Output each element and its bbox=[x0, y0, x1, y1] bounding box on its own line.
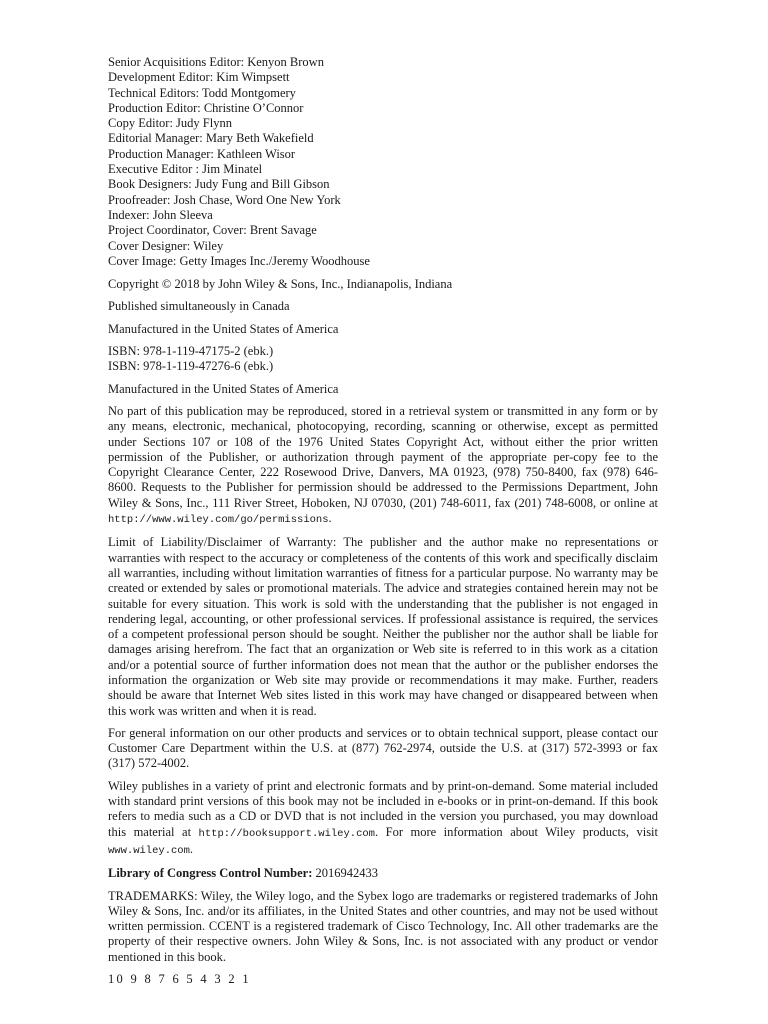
permissions-link[interactable]: http://www.wiley.com/go/permissions bbox=[108, 514, 329, 527]
credit-line: Indexer: John Sleeva bbox=[108, 207, 213, 222]
support-paragraph: For general information on our other products and services or to obtain technical support, please contact our Customer Care Department within the U.S. at (877) 762-2974, outside the U.S. at (317) 572-3993 or fax (317) 572-4002. bbox=[108, 725, 658, 771]
credit-line: Proofreader: Josh Chase, Word One New York bbox=[108, 192, 341, 207]
credit-line: Cover Image: Getty Images Inc./Jeremy Woodhouse bbox=[108, 253, 370, 268]
credit-line: Production Editor: Christine O’Connor bbox=[108, 100, 304, 115]
loc-paragraph bbox=[108, 866, 658, 881]
wiley-link[interactable]: www.wiley.com bbox=[108, 844, 190, 857]
credit-line: Technical Editors: Todd Montgomery bbox=[108, 85, 296, 100]
credit-line: Executive Editor : Jim Minatel bbox=[108, 162, 263, 177]
published-notice: Published simultaneously in Canada bbox=[108, 299, 290, 314]
credit-line: Senior Acquisitions Editor: Kenyon Brown bbox=[108, 55, 324, 69]
credit-line: Editorial Manager: Mary Beth Wakefield bbox=[108, 131, 314, 146]
credit-line: Production Manager: Kathleen Wisor bbox=[108, 146, 296, 161]
credit-line: Copy Editor: Judy Flynn bbox=[108, 116, 232, 131]
copyright-notice: Copyright © 2018 by John Wiley & Sons, Inc., Indianapolis, Indiana bbox=[108, 277, 453, 292]
formats-text: Wiley publishes in a variety of print and electronic formats and by print-on-demand. Some material included with standard print versions of this book may not be included in e-books or in print-on-demand. If this book refers to media such as a CD or DVD that is not included in the version you purchased, you may download this material at bbox=[108, 778, 658, 839]
formats-end: . bbox=[189, 841, 194, 856]
credit-line: Project Coordinator, Cover: Brent Savage bbox=[108, 223, 317, 238]
print-line: 10 9 8 7 6 5 4 3 2 1 bbox=[108, 972, 251, 987]
permissions-text: No part of this publication may be reproduced, stored in a retrieval system or transmitted in any form or by any means, electronic, mechanical, photocopying, recording, scanning or otherwise, except as permitted under Sections 107 or 108 of the 1976 United States Copyright Act, without either the prior written permission of the Publisher, or authorization through payment of the appropriate per-copy fee to the Copyright Clearance Center, 222 Rosewood Drive, Danvers, MA 01923, (978) 750-8400, fax (978) 646-8600. Requests to the Publisher for permission should be addressed to the Permissions Department, John Wiley & Sons, Inc., 111 River Street, Hoboken, NJ 07030, (201) 748-6011, fax (201) 748-6008, or online at bbox=[108, 403, 658, 510]
permissions-paragraph bbox=[108, 404, 658, 528]
trademarks-paragraph: TRADEMARKS: Wiley, the Wiley logo, and the Sybex logo are trademarks or registered trademarks of John Wiley & Sons, Inc. and/or its affiliates, in the United States and other countries, and may not be used without written permission. CCENT is a registered trademark of Cisco Technology, Inc. All other trademarks are the property of their respective owners. John Wiley & Sons, Inc. is not associated with any product or vendor mentioned in this book. bbox=[108, 888, 658, 964]
permissions-end: . bbox=[328, 511, 332, 526]
isbn-line: ISBN: 978-1-119-47175-2 (ebk.) bbox=[108, 344, 274, 359]
credit-line: Cover Designer: Wiley bbox=[108, 238, 224, 253]
booksupport-link[interactable]: http://booksupport.wiley.com bbox=[198, 827, 375, 840]
credits-block bbox=[108, 55, 658, 269]
formats-paragraph bbox=[108, 779, 658, 859]
loc-label: Library of Congress Control Number: bbox=[108, 866, 313, 881]
manufactured-notice: Manufactured in the United States of America bbox=[108, 321, 339, 336]
credit-line: Book Designers: Judy Fung and Bill Gibson bbox=[108, 177, 330, 192]
loc-value: 2016942433 bbox=[315, 866, 379, 881]
formats-mid: . For more information about Wiley products, visit bbox=[374, 824, 658, 839]
isbn-block bbox=[108, 344, 658, 375]
credit-line: Development Editor: Kim Wimpsett bbox=[108, 70, 290, 85]
manufactured-notice-repeat: Manufactured in the United States of America bbox=[108, 381, 339, 396]
copyright-page bbox=[108, 55, 658, 994]
isbn-line: ISBN: 978-1-119-47276-6 (ebk.) bbox=[108, 359, 274, 374]
liability-paragraph: Limit of Liability/Disclaimer of Warranty: The publisher and the author make no representations or warranties with respect to the accuracy or completeness of the contents of this work and specifically disclaim all warranties, including without limitation warranties of fitness for a particular purpose. No warranty may be created or extended by sales or promotional materials. The advice and strategies contained herein may not be suitable for every situation. This work is sold with the understanding that the publisher is not engaged in rendering legal, accounting, or other professional services. If professional assistance is required, the services of a competent professional person should be sought. Neither the publisher nor the author shall be liable for damages arising herefrom. The fact that an organization or Web site is referred to in this work as a citation and/or a potential source of further information does not mean that the author or the publisher endorses the information the organization or Web site may provide or recommendations it may make. Further, readers should be aware that Internet Web sites listed in this work may have changed or disappeared between when this work was written and when it is read. bbox=[108, 535, 658, 718]
